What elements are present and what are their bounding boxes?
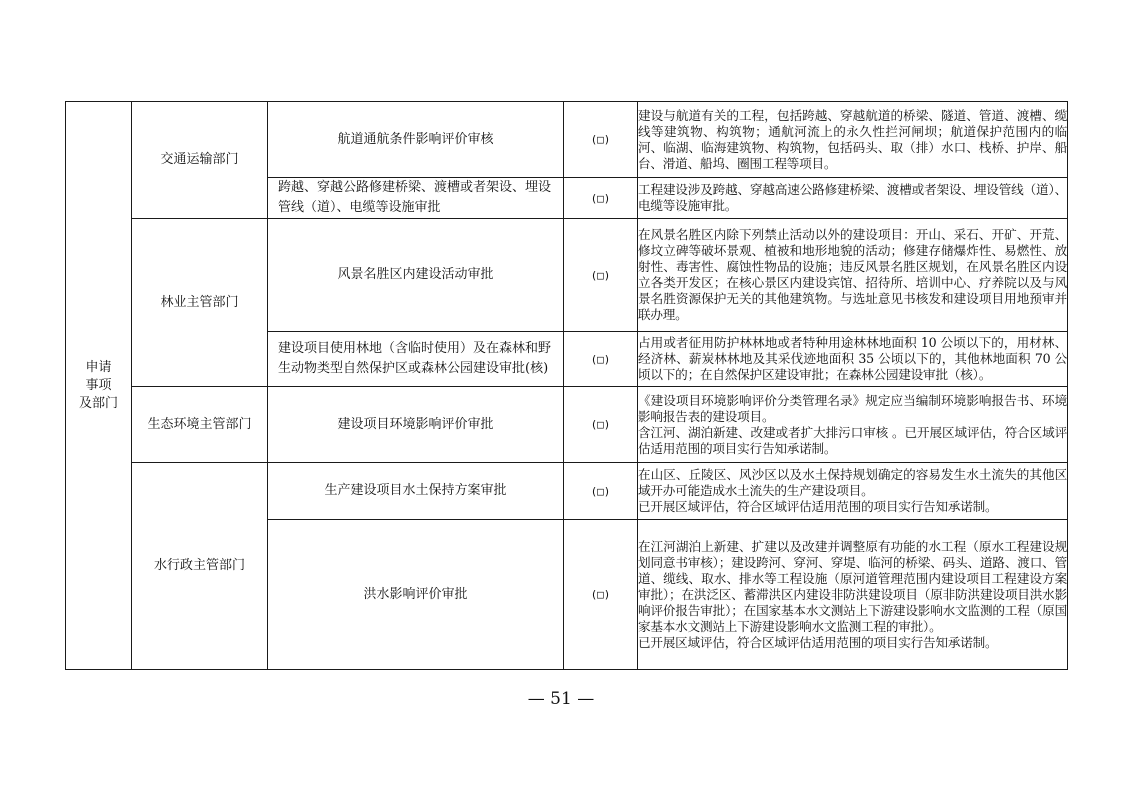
item-name: 风景名胜区内建设活动审批 (268, 219, 564, 332)
description-paragraph: 含江河、湖泊新建、改建或者扩大排污口审核 。已开展区域评估，符合区域评估适用范围的项目实行告知承诺制。 (638, 424, 1067, 456)
item-description (638, 102, 1068, 178)
description-paragraph: 《建设项目环境影响评价分类管理名录》规定应当编制环境影响报告书、环境影响报告表的建设项目。 (638, 392, 1067, 424)
description-paragraph: 建设与航道有关的工程，包括跨越、穿越航道的桥梁、隧道、管道、渡槽、缆线等建筑物、构筑物；通航河流上的永久性拦河闸坝；航道保护范围内的临河、临湖、临海建筑物、构筑物，包括码头、取（排）水口、栈桥、护岸、船台、滑道、船坞、圈围工程等项目。 (638, 107, 1067, 171)
item-name: 建设项目使用林地（含临时使用）及在森林和野生动物类型自然保护区或森林公园建设审批(核) (268, 332, 564, 387)
item-name: 生产建设项目水土保持方案审批 (268, 463, 564, 520)
table-row (66, 102, 1068, 178)
description-paragraph: 在风景名胜区内除下列禁止活动以外的建设项目：开山、采石、开矿、开荒、修坟立碑等破坏景观、植被和地形地貌的活动；修建存储爆炸性、易燃性、放射性、毒害性、腐蚀性物品的设施；违反风景名胜区规划，在风景名胜区内设立各类开发区；在核心景区内建设宾馆、招待所、培训中心、疗养院以及与风景名胜资源保护无关的其他建筑物。与选址意见书核发和建设项目用地预审并联办理。 (638, 227, 1067, 322)
table-row (66, 463, 1068, 520)
description-paragraph: 工程建设涉及跨越、穿越高速公路修建桥梁、渡槽或者架设、埋设管线（道）、电缆等设施审批。 (638, 182, 1067, 213)
item-name: 跨越、穿越公路修建桥梁、渡槽或者架设、埋设管线（道）、电缆等设施审批 (268, 178, 564, 219)
description-paragraph: 已开展区域评估，符合区域评估适用范围的项目实行告知承诺制。 (638, 634, 998, 650)
item-mark: (□) (564, 387, 638, 463)
table-row (66, 219, 1068, 332)
item-description (638, 178, 1068, 219)
department-name: 生态环境主管部门 (132, 387, 268, 463)
item-description (638, 219, 1068, 332)
item-name: 建设项目环境影响评价审批 (268, 387, 564, 463)
item-mark: (□) (564, 520, 638, 670)
table-row (66, 387, 1068, 463)
group-label-line: 事项 (85, 377, 112, 393)
description-paragraph: 在山区、丘陵区、风沙区以及水土保持规划确定的容易发生水土流失的其他区域开办可能造成水土流失的生产建设项目。 (638, 467, 1067, 498)
item-description (638, 387, 1068, 463)
item-mark: (□) (564, 219, 638, 332)
item-description (638, 332, 1068, 387)
item-name: 洪水影响评价审批 (268, 520, 564, 670)
item-mark: (□) (564, 463, 638, 520)
department-name: 林业主管部门 (132, 219, 268, 387)
department-name: 水行政主管部门 (132, 463, 268, 670)
description-paragraph: 占用或者征用防护林林地或者特种用途林林地面积 10 公顷以下的，用材林、经济林、薪炭林林地及其采伐迹地面积 35 公顷以下的，其他林地面积 70 公顷以下的；在自然保护区建设审批；在森林公园建设审批（核）。 (638, 335, 1067, 382)
group-label-line: 申请 (85, 359, 112, 375)
group-label-cell (66, 102, 132, 670)
description-paragraph: 已开展区域评估，符合区域评估适用范围的项目实行告知承诺制。 (638, 499, 998, 514)
item-mark: (□) (564, 102, 638, 178)
group-label-line: 及部门 (78, 395, 118, 411)
item-mark: (□) (564, 332, 638, 387)
page-number: — 51 — (527, 689, 595, 709)
approval-items-table (65, 101, 1068, 670)
item-description (638, 463, 1068, 520)
item-mark: (□) (564, 178, 638, 219)
item-name: 航道通航条件影响评价审核 (268, 102, 564, 178)
department-name: 交通运输部门 (132, 102, 268, 219)
item-description (638, 520, 1068, 670)
description-paragraph: 在江河湖泊上新建、扩建以及改建并调整原有功能的水工程（原水工程建设规划同意书审核）；建设跨河、穿河、穿堤、临河的桥梁、码头、道路、渡口、管道、缆线、取水、排水等工程设施（原河道管理范围内建设项目工程建设方案审批）；在洪泛区、蓄滞洪区内建设非防洪建设项目（原非防洪建设项目洪水影响评价报告审批）；在国家基本水文测站上下游建设影响水文监测的工程（原国家基本水文测站上下游建设影响水文监测工程的审批）。 (638, 538, 1067, 634)
